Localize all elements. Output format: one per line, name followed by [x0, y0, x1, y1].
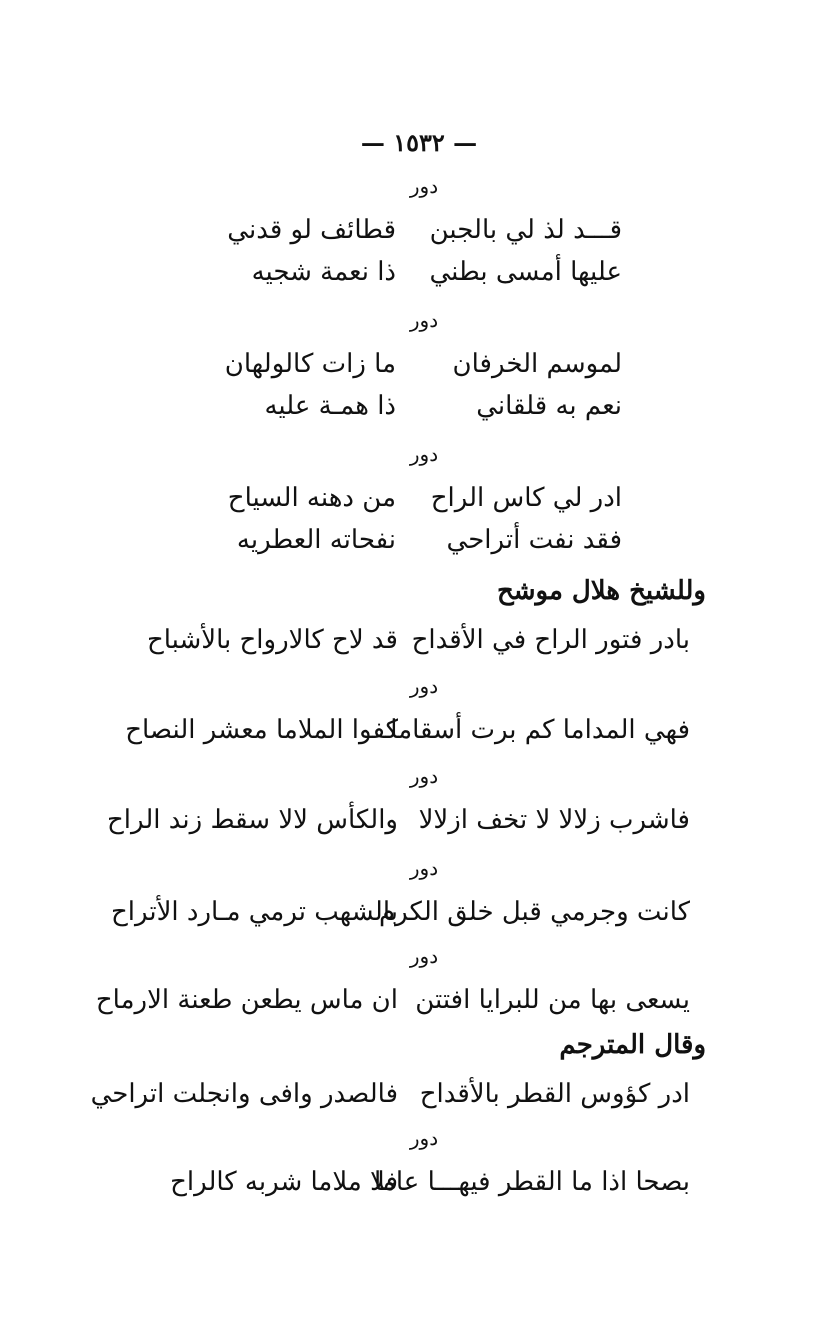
verse-first-hemistich: ادر لي كاس الراح: [430, 483, 622, 513]
section-heading: وللشيخ هلال موشح: [496, 576, 706, 606]
verse-first-hemistich: فاشرب زلالا لا تخف ازلالا: [418, 805, 690, 835]
verse-second-hemistich: من دهنه السياح: [227, 483, 396, 513]
verse-line: [226, 344, 622, 384]
verse-second-hemistich: ان ماس يطعن طعنة الارماح: [95, 985, 398, 1015]
verse-second-hemistich: قد لاح كالارواح بالأشباح: [146, 625, 398, 655]
verse-line: [107, 800, 690, 840]
verse-line: [226, 478, 622, 518]
verse-first-hemistich: بادر فتور الراح في الأقداح: [411, 625, 690, 655]
dawr-label: دور: [409, 944, 439, 968]
verse-line: [110, 892, 690, 932]
dawr-label: دور: [409, 1126, 439, 1150]
verse-second-hemistich: فلا ملاما شربه كالراح: [170, 1167, 398, 1197]
verse-second-hemistich: بالشهب ترمي مـارد الأتراح: [110, 897, 398, 927]
verse-second-hemistich: فالصدر وافى وانجلت اتراحي: [90, 1079, 398, 1109]
verse-line: [158, 1162, 690, 1202]
page-number: — ١٥٣٢ —: [360, 128, 478, 157]
verse-line: [125, 710, 690, 750]
verse-line: [226, 210, 622, 250]
verse-line: [146, 620, 690, 660]
dawr-label: دور: [409, 764, 439, 788]
verse-line: [226, 386, 622, 426]
dawr-label: دور: [409, 674, 439, 698]
verse-line: [90, 1074, 690, 1114]
verse-first-hemistich: بصحا اذا ما القطر فيهـــا عاما: [374, 1167, 690, 1197]
verse-second-hemistich: كفوا الملاما معشر النصاح: [125, 715, 398, 745]
verse-first-hemistich: عليها أمسى بطني: [429, 257, 622, 287]
verse-second-hemistich: ما زات كالولهان: [224, 349, 396, 379]
verse-first-hemistich: يسعى بها من للبرايا افتتن: [415, 985, 690, 1015]
section-heading: وقال المترجم: [559, 1030, 706, 1060]
dawr-label: دور: [409, 308, 439, 332]
verse-first-hemistich: نعم به قلقاني: [476, 391, 622, 421]
dawr-label: دور: [409, 856, 439, 880]
verse-first-hemistich: قـــد لذ لي بالجبن: [429, 215, 622, 245]
verse-first-hemistich: فهي المداما كم برت أسقاما: [390, 715, 690, 745]
verse-first-hemistich: ادر كؤوس القطر بالأقداح: [419, 1079, 690, 1109]
verse-second-hemistich: نفحاته العطريه: [236, 525, 396, 555]
verse-line: [226, 252, 622, 292]
verse-second-hemistich: قطائف لو قدني: [227, 215, 396, 245]
verse-second-hemistich: ذا همـة عليه: [264, 391, 396, 421]
dawr-label: دور: [409, 174, 439, 198]
verse-second-hemistich: والكأس لالا سقط زند الراح: [107, 805, 398, 835]
verse-line: [226, 520, 622, 560]
dawr-label: دور: [409, 442, 439, 466]
verse-first-hemistich: كانت وجرمي قبل خلق الكرم: [379, 897, 690, 927]
verse-first-hemistich: لموسم الخرفان: [452, 349, 622, 379]
verse-second-hemistich: ذا نعمة شجيه: [251, 257, 396, 287]
verse-line: [95, 980, 690, 1020]
verse-first-hemistich: فقد نفت أتراحي: [446, 525, 622, 555]
